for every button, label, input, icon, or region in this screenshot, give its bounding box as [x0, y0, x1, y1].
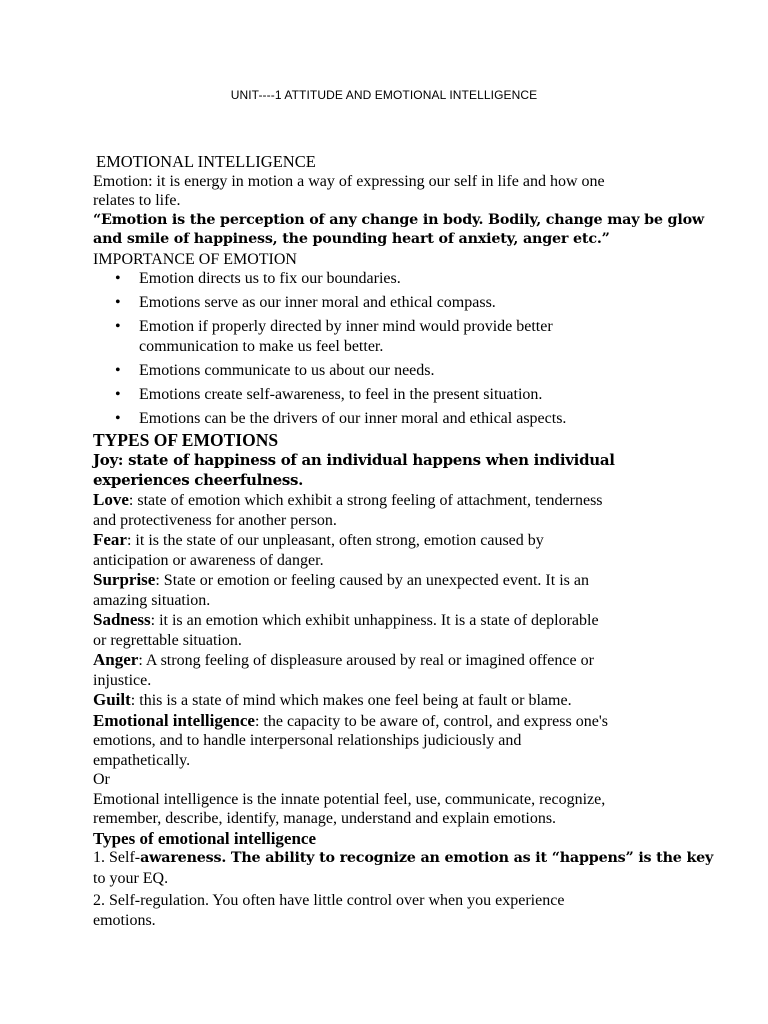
bullet-item — [93, 317, 693, 356]
ei-type-1-bold: awareness. The ability to recognize an emotion as it “happens” is the key — [140, 850, 714, 866]
love-definition-line-2: and protectiveness for another person. — [93, 511, 337, 529]
bullet-text: Emotion if properly directed by inner mind would provide better — [139, 318, 553, 335]
joy-definition-line-2: experiences cheerfulness. — [93, 471, 304, 489]
surprise-definition-line-2: amazing situation. — [93, 591, 211, 609]
bullet-text: Emotions communicate to us about our needs. — [139, 361, 435, 379]
emotion-definition-line-2: relates to life. — [93, 192, 181, 209]
surprise-term: Surprise — [93, 570, 156, 589]
anger-text: : A strong feeling of displeasure aroused by real or imagined offence or — [138, 652, 594, 669]
emotion-quote-line-2: and smile of happiness, the pounding heart of anxiety, anger etc.” — [93, 231, 610, 247]
bullet-text-continued: communication to make us feel better. — [139, 337, 384, 355]
guilt-definition — [93, 690, 693, 711]
fear-definition-line-2: anticipation or awareness of danger. — [93, 551, 324, 569]
bullet-icon: • — [115, 409, 121, 427]
bullet-text: Emotion directs us to fix our boundaries. — [139, 270, 401, 287]
document-body — [93, 152, 714, 930]
ei-alt-definition-line-1: Emotional intelligence is the innate potential feel, use, communicate, recognize, — [93, 790, 606, 808]
love-term: Love — [93, 490, 129, 509]
bullet-text: Emotions can be the drivers of our inner moral and ethical aspects. — [139, 409, 567, 427]
sadness-definition-line-2: or regrettable situation. — [93, 631, 242, 649]
surprise-definition — [93, 570, 693, 591]
types-of-emotions-heading: TYPES OF EMOTIONS — [93, 429, 279, 450]
fear-term: Fear — [93, 530, 127, 549]
bullet-item — [93, 385, 693, 405]
sadness-definition — [93, 610, 693, 631]
ei-type-1-line-2: to your EQ. — [93, 869, 169, 887]
anger-definition — [93, 650, 693, 671]
guilt-term: Guilt — [93, 690, 131, 709]
emotion-quote-line-1: “Emotion is the perception of any change in body. Bodily, change may be glow — [93, 211, 705, 228]
bullet-icon: • — [115, 270, 121, 287]
ei-text: : the capacity to be aware of, control, and express one's — [254, 712, 608, 730]
guilt-text: : this is a state of mind which makes one feel being at fault or blame. — [130, 692, 572, 709]
fear-text: : it is the state of our unpleasant, often strong, emotion caused by — [126, 532, 544, 549]
anger-definition-line-2: injustice. — [93, 671, 152, 689]
bullet-icon: • — [115, 385, 121, 403]
bullet-text: Emotions create self-awareness, to feel in the present situation. — [139, 385, 543, 403]
importance-bullet-list — [93, 269, 693, 428]
anger-term: Anger — [93, 650, 139, 669]
ei-type-2-line-1: 2. Self-regulation. You often have little control over when you experience — [93, 892, 565, 909]
bullet-item — [93, 269, 693, 289]
importance-heading: IMPORTANCE OF EMOTION — [93, 250, 297, 268]
joy-definition-line-1: Joy: state of happiness of an individual happens when individual — [93, 451, 615, 469]
bullet-icon: • — [115, 361, 121, 379]
bullet-item — [93, 293, 693, 313]
ei-type-1-line-1 — [93, 848, 714, 869]
sadness-text: : it is an emotion which exhibit unhappiness. It is a state of deplorable — [150, 612, 599, 629]
bullet-item — [93, 409, 693, 429]
love-text: : state of emotion which exhibit a strong feeling of attachment, tenderness — [128, 492, 603, 509]
ei-alt-definition-line-2: remember, describe, identify, manage, understand and explain emotions. — [93, 810, 557, 827]
bullet-icon: • — [115, 294, 121, 311]
emotion-definition-line-1: Emotion: it is energy in motion a way of expressing our self in life and how one — [93, 172, 605, 190]
ei-term: Emotional intelligence — [93, 710, 255, 730]
bullet-icon: • — [115, 318, 121, 335]
bullet-item — [93, 361, 693, 381]
surprise-text: : State or emotion or feeling caused by an unexpected event. It is an — [155, 572, 589, 589]
or-separator: Or — [93, 771, 110, 788]
love-definition — [93, 490, 693, 511]
sadness-term: Sadness — [93, 610, 151, 629]
ei-definition-line-2: emotions, and to handle interpersonal relationships judiciously and — [93, 732, 522, 749]
unit-header: UNIT----1 ATTITUDE AND EMOTIONAL INTELLIGENCE — [230, 88, 538, 102]
types-of-ei-heading: Types of emotional intelligence — [93, 828, 317, 848]
bullet-text: Emotions serve as our inner moral and ethical compass. — [139, 294, 496, 311]
ei-definition-line-3: empathetically. — [93, 751, 191, 769]
ei-type-1-prefix: 1. Self- — [93, 849, 141, 866]
ei-type-2-line-2: emotions. — [93, 911, 156, 929]
fear-definition — [93, 530, 693, 551]
ei-definition — [93, 711, 693, 732]
section-heading-emotional-intelligence: EMOTIONAL INTELLIGENCE — [96, 152, 316, 171]
